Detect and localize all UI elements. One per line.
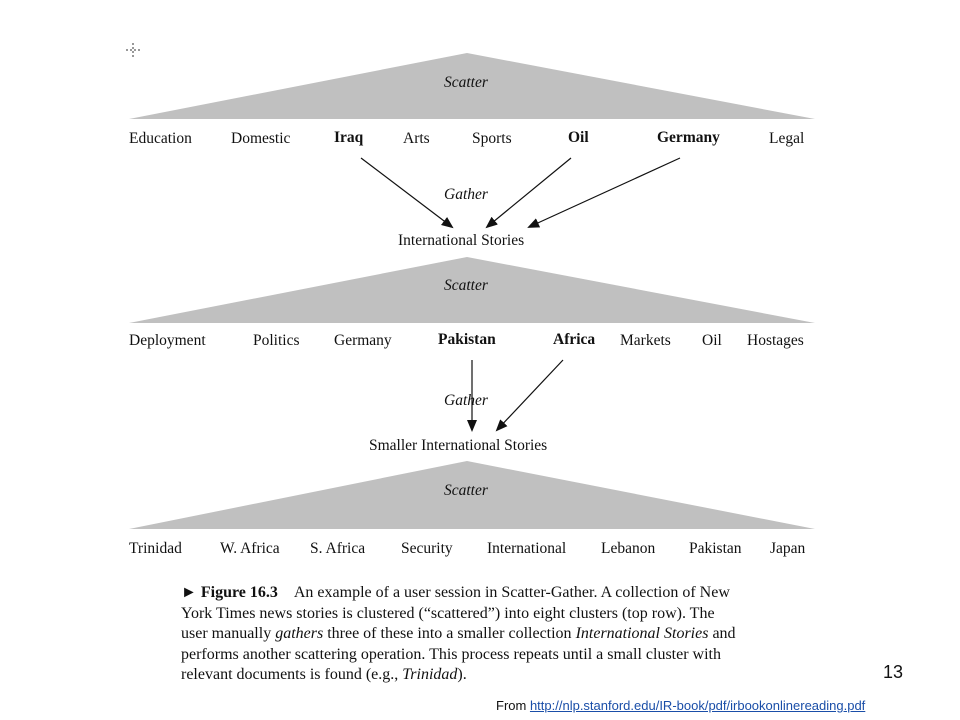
cluster-label: Legal (769, 130, 805, 147)
cluster-label: Oil (702, 332, 722, 349)
cluster-label-gathered: Pakistan (438, 331, 496, 348)
cluster-label-gathered: Germany (657, 129, 720, 146)
caption-text: three of these into a smaller collection (323, 625, 576, 642)
cluster-label: Domestic (231, 130, 291, 147)
caption-line: performs another scattering operation. This process repeats until a small cluster with (181, 645, 721, 663)
figure-label: Figure 16.3 (200, 584, 278, 601)
caption-text: relevant documents is found (e.g., (181, 666, 403, 683)
cluster-label: Lebanon (601, 540, 656, 557)
gather-label-2: Gather (444, 392, 488, 409)
cluster-label: Security (401, 540, 453, 557)
cluster-label: Hostages (747, 332, 804, 349)
caption-marker-icon: ► (181, 584, 197, 601)
gather-arrow-africa (497, 360, 563, 430)
gather-arrow-iraq (361, 158, 452, 227)
scatter-label-2: Scatter (444, 277, 488, 294)
caption-line (181, 583, 821, 604)
caption-emphasis: International Stories (575, 625, 709, 642)
cluster-label: Japan (770, 540, 806, 557)
page-number: 13 (883, 662, 904, 682)
source-link[interactable]: http://nlp.stanford.edu/IR-book/pdf/irbookonlinereading.pdf (529, 698, 866, 713)
cluster-label: Germany (334, 332, 392, 349)
cluster-label-gathered: Iraq (334, 129, 364, 146)
cluster-label: Arts (403, 130, 430, 147)
gather-arrow-oil (487, 158, 571, 227)
crop-mark-icon (126, 43, 140, 58)
cluster-label: Sports (472, 130, 512, 147)
cluster-label: Trinidad (129, 540, 182, 557)
cluster-label: Deployment (129, 332, 206, 349)
caption-line: York Times news stories is clustered (“scattered”) into eight clusters (top row). The (181, 604, 715, 622)
figure-caption (181, 583, 821, 686)
caption-text: user manually (181, 625, 276, 642)
gather-label-1: Gather (444, 186, 488, 203)
caption-text: and (708, 625, 736, 642)
caption-line (181, 624, 821, 645)
caption-emphasis: gathers (275, 625, 324, 642)
cluster-label: Pakistan (689, 540, 742, 557)
cluster-label: Education (129, 130, 192, 147)
gather-result-1: International Stories (398, 232, 525, 249)
caption-text: ). (457, 666, 467, 683)
caption-emphasis: Trinidad (402, 666, 458, 683)
caption-line (181, 665, 821, 686)
source-prefix: From (496, 698, 530, 713)
cluster-label: W. Africa (220, 540, 280, 557)
scatter-label-1: Scatter (444, 74, 488, 91)
cluster-label-gathered: Africa (553, 331, 596, 348)
cluster-label: Politics (253, 332, 300, 349)
caption-text: An example of a user session in Scatter-Gather. A collection of New (293, 584, 730, 601)
cluster-label: International (487, 540, 567, 557)
cluster-label-gathered: Oil (568, 129, 589, 146)
source-credit (496, 698, 865, 713)
cluster-label: S. Africa (310, 540, 366, 557)
gather-result-2: Smaller International Stories (369, 437, 548, 454)
scatter-label-3: Scatter (444, 482, 488, 499)
cluster-label: Markets (620, 332, 671, 349)
gather-arrow-germany (529, 158, 680, 227)
